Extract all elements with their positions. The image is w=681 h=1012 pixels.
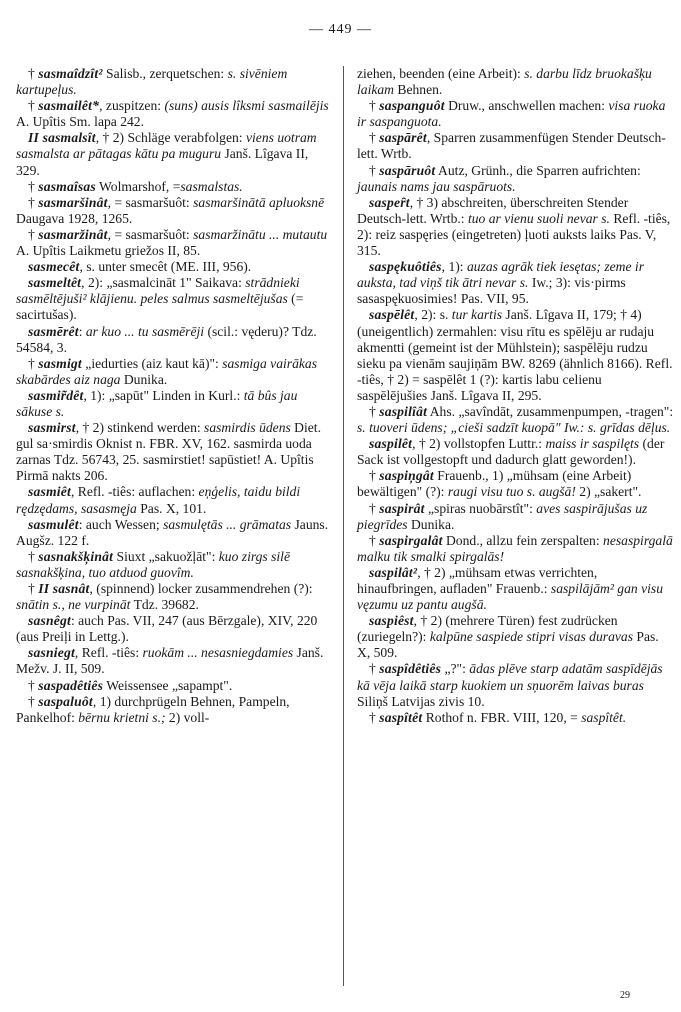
entry-prefix: † bbox=[28, 581, 39, 596]
entry-definition: , 1): bbox=[441, 259, 467, 275]
entry-definition: Rothof n. FBR. VIII, 120, = bbox=[422, 709, 582, 725]
entry-headword: saspilât² bbox=[369, 564, 418, 580]
entry-continuation: Dunika. bbox=[407, 516, 455, 532]
dictionary-entry bbox=[16, 275, 334, 323]
entry-example: kuo zirgs silē sasnakšķina, tuo atduod guovîm. bbox=[16, 548, 290, 580]
entry-example: tā bûs jau sākuse s. bbox=[16, 387, 298, 419]
entry-definition: , † 2) Schläge verabfolgen: bbox=[95, 130, 246, 146]
entry-definition: ziehen, beenden (eine Arbeit): bbox=[357, 66, 525, 81]
entry-prefix: † bbox=[369, 130, 380, 146]
entry-definition: , 1): „sapūt" Linden in Kurl.: bbox=[83, 387, 244, 403]
dictionary-entry bbox=[16, 130, 334, 178]
entry-prefix: † bbox=[369, 709, 380, 725]
entry-headword: sasmailêt* bbox=[38, 98, 100, 114]
entry-definition: , s. unter smecêt (ME. III, 956). bbox=[79, 259, 252, 275]
entry-definition: , Sparren zusammenfügen Stender Deutsch-lett. Wrtb. bbox=[357, 130, 666, 162]
entry-prefix: † bbox=[28, 355, 39, 371]
entry-example: jaunais nams jau saspāruots. bbox=[357, 178, 516, 194]
entry-example: s. sivēniem kartupeļus. bbox=[16, 66, 288, 98]
dictionary-entry bbox=[357, 710, 675, 726]
entry-headword: sasmaîsas bbox=[38, 178, 96, 194]
entry-headword: II sasmalsît bbox=[28, 130, 96, 146]
entry-example: sasmaržinātu ... mutautu bbox=[193, 226, 328, 242]
entry-example: sasmalstas. bbox=[180, 178, 243, 194]
dictionary-entry bbox=[357, 613, 675, 661]
entry-continuation: A. Upîtis Sm. lapa 242. bbox=[16, 114, 145, 130]
entry-prefix: † bbox=[369, 468, 380, 484]
entry-headword: sasmaîdzît² bbox=[38, 66, 103, 81]
entry-headword: saspilîât bbox=[379, 403, 428, 419]
entry-headword: saspiêst bbox=[369, 613, 414, 629]
entry-continuation: Dunika. bbox=[120, 371, 168, 387]
entry-example: aves saspirājušas uz piegrīdes bbox=[357, 500, 648, 532]
entry-example: saspîtêt. bbox=[581, 709, 627, 725]
entry-definition: : auch Wessen; bbox=[78, 516, 164, 532]
entry-definition: , † 2) (mehrere Türen) fest zudrücken (zuriegeln?): bbox=[357, 613, 618, 645]
entry-continuation: (= sacirtušas). bbox=[16, 291, 304, 323]
entry-definition: , Refl. -tiês: auflachen: bbox=[70, 484, 199, 500]
entry-continuation: (der Sack ist vollgestopft und dadurch glatt geworden!). bbox=[357, 436, 665, 468]
entry-headword: saspîdêtiês bbox=[379, 661, 442, 677]
entry-continuation: Iw.; 3): vis·pirms sasaspękuosimies! Pas. VII, 95. bbox=[357, 275, 626, 307]
entry-example: sasmaršinātā apluoksnē bbox=[193, 194, 325, 210]
entry-headword: sasmērêt bbox=[28, 323, 79, 339]
entry-headword: saspadêtiês bbox=[38, 677, 104, 693]
entry-continuation: Janš. Lîgava II, 329. bbox=[16, 146, 309, 178]
page-number: — 449 — bbox=[309, 22, 372, 37]
entry-continuation: Pas. X, 101. bbox=[136, 500, 207, 516]
entry-headword: sasmigt bbox=[38, 355, 82, 371]
dictionary-entry bbox=[16, 613, 334, 645]
entry-definition: , 2): s. bbox=[414, 307, 452, 323]
entry-prefix: † bbox=[369, 403, 380, 419]
dictionary-entry bbox=[357, 195, 675, 259]
entry-headword: saspiņgât bbox=[379, 468, 434, 484]
entry-example: sasmulętās ... grāmatas bbox=[163, 516, 292, 532]
dictionary-entry bbox=[16, 227, 334, 259]
dictionary-entry bbox=[16, 324, 334, 356]
entry-definition: , 2): „sasmalcināt 1" Saikava: bbox=[81, 275, 246, 291]
entry-definition: , zuspitzen: bbox=[99, 98, 165, 114]
entry-definition: Ahs. „savîndāt, zusammenpumpen, -tragen": bbox=[427, 403, 674, 419]
entry-definition: , = sasmaršuôt: bbox=[107, 194, 194, 210]
entry-example: maiss ir saspilęts bbox=[545, 436, 640, 452]
dictionary-entry bbox=[16, 388, 334, 420]
entry-example: tur kartis bbox=[451, 307, 503, 323]
entry-definition: „iedurties (aiz kaut kā)": bbox=[81, 355, 223, 371]
entry-example: strādnieki sasmēltējuši² klājienu. peles salmus sasmeltējušas bbox=[16, 275, 300, 307]
dictionary-entry bbox=[357, 501, 675, 533]
dictionary-entry bbox=[16, 678, 334, 694]
entry-headword: saspēlêt bbox=[369, 307, 415, 323]
entry-example: bērnu krietni s.; bbox=[78, 709, 166, 725]
entry-example: s. darbu līdz bruokašķu laikam bbox=[357, 66, 652, 98]
entry-example: ruokām ... nesasniegdamies bbox=[142, 645, 294, 661]
entry-prefix: † bbox=[28, 677, 39, 693]
entry-prefix: † bbox=[369, 661, 380, 677]
dictionary-entry bbox=[16, 259, 334, 275]
entry-headword: saspękuôtiês bbox=[369, 259, 442, 275]
dictionary-entry bbox=[357, 163, 675, 195]
entry-example: ādas plēve starp adatām saspīdējās kā vēja laikā starp kuokiem un sņuorēm laivas buras bbox=[357, 661, 663, 693]
entry-continuation: Daugava 1928, 1265. bbox=[16, 210, 133, 226]
entry-prefix: † bbox=[28, 194, 39, 210]
entry-headword: saspîtêt bbox=[379, 709, 423, 725]
entry-example: sasmiga vairākas skabārdes aiz naga bbox=[16, 355, 317, 387]
entry-headword: saspeȓt bbox=[369, 194, 410, 210]
dictionary-entry bbox=[357, 307, 675, 404]
entry-definition: Frauenb., 1) „mühsam (eine Arbeit) bewältigen" (?): bbox=[357, 468, 632, 500]
dictionary-entry bbox=[16, 517, 334, 549]
entry-headword: sasmulêt bbox=[28, 516, 79, 532]
entry-continuation: Pas. X, 509. bbox=[357, 629, 659, 661]
entry-definition: , † 3) abschreiten, überschreiten Stender Deutsch-lett. Wrtb.: bbox=[357, 194, 629, 226]
right-column bbox=[357, 66, 675, 726]
entry-definition: : auch Pas. VII, 247 (aus Bērzgale), XIV, 220 (aus Preiļi in Lettg.). bbox=[16, 613, 318, 645]
entry-definition: : bbox=[78, 323, 86, 339]
dictionary-entry bbox=[16, 98, 334, 130]
dictionary-entry bbox=[357, 468, 675, 500]
entry-continuation: 2) voll- bbox=[165, 709, 210, 725]
entry-definition: , = sasmaršuôt: bbox=[107, 226, 194, 242]
entry-prefix: † bbox=[28, 66, 39, 81]
entry-example: saspilājām² gan visu vęzumu uz pantu augšā. bbox=[357, 581, 663, 613]
entry-continuation: 2) „sakert". bbox=[575, 484, 642, 500]
entry-headword: sasnêgt bbox=[28, 613, 71, 629]
entry-definition: Druw., anschwellen machen: bbox=[444, 98, 609, 114]
entry-prefix: † bbox=[369, 532, 380, 548]
entry-headword: sasmaršinât bbox=[38, 194, 108, 210]
entry-headword: sasniegt bbox=[28, 645, 75, 661]
entry-headword: saspaluôt bbox=[38, 693, 93, 709]
entry-example: nesaspirgalā malku tik smalki spirgalās! bbox=[357, 532, 673, 564]
entry-continuation: Diet. gul sa·smirdis Oknist n. FBR. XV, 162. sasmirda uoda zarnas Tdz. 56743, 25. sasmirstiet! sapūstiet! A. Upîtis Pirmā nakts 206. bbox=[16, 420, 321, 484]
entry-continuation: Tdz. 39682. bbox=[130, 597, 199, 613]
entry-headword: sasmirst bbox=[28, 420, 76, 436]
entry-example: (suns) ausis lîksmi sasmailējis bbox=[164, 98, 329, 114]
entry-headword: II sasnât bbox=[38, 581, 90, 596]
entry-definition: Dond., allzu fein zerspalten: bbox=[442, 532, 604, 548]
entry-definition: Autz, Grünh., die Sparren aufrichten: bbox=[435, 162, 641, 178]
entry-definition: , (spinnend) locker zusammendrehen (?): bbox=[89, 581, 313, 596]
entry-example: sasmirdis ūdens bbox=[204, 420, 291, 436]
entry-headword: sasmeltêt bbox=[28, 275, 82, 291]
entry-prefix: † bbox=[28, 178, 39, 194]
entry-example: raugi visu tuo s. augšā! bbox=[447, 484, 576, 500]
left-column bbox=[16, 66, 334, 726]
entry-prefix: † bbox=[28, 226, 39, 242]
entry-continuation: A. Upîtis Laikmetu griežos II, 85. bbox=[16, 243, 201, 259]
entry-headword: sasmir̃dêt bbox=[28, 387, 84, 403]
entry-prefix: † bbox=[28, 548, 39, 564]
entry-definition: Wolmarshof, = bbox=[95, 178, 181, 194]
entry-prefix: † bbox=[28, 98, 39, 114]
entry-example: auzas agrāk tiek iesętas; zeme ir auksta, tad viņš tik ātri nevar s. bbox=[357, 259, 645, 291]
dictionary-entry bbox=[16, 581, 334, 613]
dictionary-entry bbox=[357, 66, 675, 98]
entry-example: s. tuoveri ūdens; „cieši sadzīt kuopā" Iw.: s. grīdas dēļus. bbox=[357, 420, 671, 436]
entry-continuation: Behnen. bbox=[394, 82, 443, 98]
entry-definition: , † 2) stinkend werden: bbox=[75, 420, 205, 436]
dictionary-entry bbox=[16, 356, 334, 388]
dictionary-entry bbox=[16, 645, 334, 677]
dictionary-entry bbox=[16, 484, 334, 516]
entry-definition: , † 2) „mühsam etwas verrichten, hinaufbringen, aufladen" Frauenb.: bbox=[357, 564, 598, 596]
entry-headword: sasmaržinât bbox=[38, 226, 108, 242]
entry-example: tuo ar vienu suoli nevar s. bbox=[467, 210, 610, 226]
entry-definition: Siuxt „sakuožļāt": bbox=[113, 548, 219, 564]
entry-headword: sasmecêt bbox=[28, 259, 80, 275]
dictionary-entry bbox=[16, 179, 334, 195]
entry-headword: saspirgalât bbox=[379, 532, 443, 548]
entry-continuation: Janš. Lîgava II, 179; † 4) (uneigentlich) zermahlen: visu rītu es spēlēju ar rudaju akmentti (gemeint ist der Mühlstein); saspēlēju rudzu sieku pa vienām saujiņām BW. 8269 (ähnlich 8166). Refl. -tiês, † 2) = saspēlêt 1 (?): kartis labu celienu saspēlējušies Janš. Lîgava II, 295. bbox=[357, 307, 673, 403]
entry-example: viens uotram sasmalsta ar pātagas kātu pa muguru bbox=[16, 130, 317, 162]
entry-headword: saspanguôt bbox=[379, 98, 445, 114]
entry-definition: „?": bbox=[441, 661, 470, 677]
entry-headword: sasmiêt bbox=[28, 484, 71, 500]
column-divider bbox=[343, 66, 344, 986]
dictionary-entry bbox=[16, 694, 334, 726]
entry-continuation: Jauns. Augšz. 122 f. bbox=[16, 516, 329, 548]
dictionary-entry bbox=[357, 565, 675, 613]
entry-prefix: † bbox=[369, 162, 380, 178]
dictionary-entry bbox=[357, 259, 675, 307]
dictionary-entry bbox=[357, 533, 675, 565]
entry-headword: saspirât bbox=[379, 500, 425, 516]
entry-example: ar kuo ... tu sasmērēji bbox=[85, 323, 205, 339]
dictionary-entry bbox=[16, 66, 334, 98]
entry-example: kalpūne saspiede stipri visas duravas bbox=[429, 629, 633, 645]
entry-headword: saspilêt bbox=[369, 436, 413, 452]
entry-definition: „spiras nuobārstît": bbox=[424, 500, 537, 516]
entry-definition: , Refl. -tiês: bbox=[74, 645, 143, 661]
dictionary-entry bbox=[357, 661, 675, 709]
entry-continuation: (scil.: vęderu)? Tdz. 54584, 3. bbox=[16, 323, 317, 355]
entry-definition: Salisb., zerquetschen: bbox=[102, 66, 228, 81]
entry-example: eņģelis, taidu bildi rędzędams, sasasmęja bbox=[16, 484, 301, 516]
entry-headword: saspāruôt bbox=[379, 162, 436, 178]
entry-continuation: Siliņš Latvijas zivis 10. bbox=[357, 693, 485, 709]
printer-signature: 29 bbox=[620, 990, 630, 1001]
dictionary-entry bbox=[16, 549, 334, 581]
dictionary-entry bbox=[357, 130, 675, 162]
entry-definition: , † 2) vollstopfen Luttr.: bbox=[412, 436, 546, 452]
dictionary-entry bbox=[16, 195, 334, 227]
entry-headword: sasnakšķinât bbox=[38, 548, 114, 564]
entry-headword: saspārêt bbox=[379, 130, 427, 146]
entry-example: visa ruoka ir saspanguota. bbox=[357, 98, 666, 130]
entry-prefix: † bbox=[28, 693, 39, 709]
entry-prefix: † bbox=[369, 500, 380, 516]
dictionary-entry bbox=[357, 98, 675, 130]
entry-continuation: Refl. -tiês, 2): reiz saspęries (eingetreten) ļuoti auksts laiks Pas. V, 315. bbox=[357, 210, 671, 259]
entry-continuation: Janš. Mežv. J. II, 509. bbox=[16, 645, 324, 677]
entry-example: snātin s., ne vurpināt bbox=[16, 597, 131, 613]
dictionary-entry bbox=[357, 436, 675, 468]
entry-definition: , 1) durchprügeln Behnen, Pampeln, Pankelhof: bbox=[16, 693, 290, 725]
entry-definition: Weissensee „sapampt". bbox=[103, 677, 233, 693]
entry-prefix: † bbox=[369, 98, 380, 114]
dictionary-entry bbox=[357, 404, 675, 436]
dictionary-entry bbox=[16, 420, 334, 484]
